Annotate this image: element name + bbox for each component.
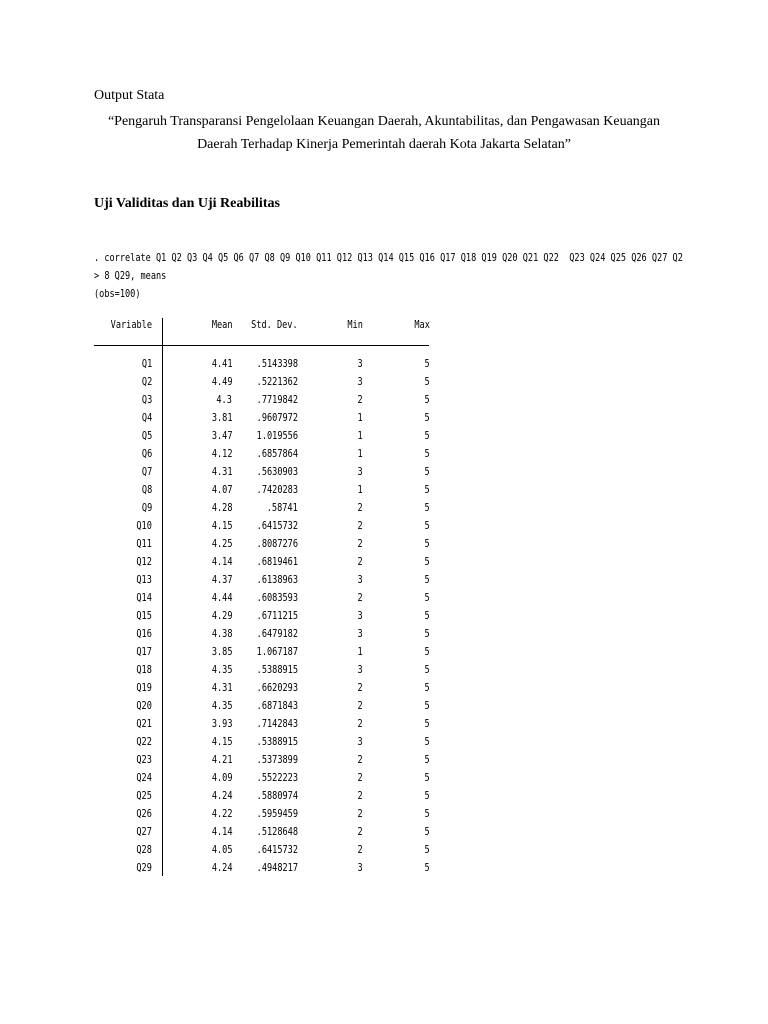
cell-max: 5	[424, 411, 430, 424]
cell-max: 5	[424, 627, 430, 640]
cell-std-dev: .5522223	[256, 771, 298, 784]
table-header-row	[94, 318, 434, 344]
cell-max: 5	[424, 555, 430, 568]
cell-std-dev: .5388915	[256, 735, 298, 748]
cell-variable: Q12	[136, 555, 152, 568]
table-row	[94, 555, 434, 573]
cell-mean: 4.22	[211, 807, 232, 820]
cell-min: 3	[357, 375, 363, 388]
cell-min: 2	[357, 591, 363, 604]
table-row	[94, 591, 434, 609]
cell-min: 2	[357, 789, 363, 802]
cell-mean: 4.29	[211, 609, 232, 622]
cell-max: 5	[424, 429, 430, 442]
cell-max: 5	[424, 483, 430, 496]
cell-mean: 4.3	[216, 393, 232, 406]
cell-std-dev: .6415732	[256, 843, 298, 856]
cell-std-dev: .58741	[266, 501, 298, 514]
cell-mean: 4.07	[211, 483, 232, 496]
document-title-line-2	[0, 137, 768, 153]
table-row	[94, 717, 434, 735]
observation-count: (obs=100)	[94, 287, 141, 300]
cell-max: 5	[424, 501, 430, 514]
cell-mean: 4.41	[211, 357, 232, 370]
cell-max: 5	[424, 861, 430, 874]
cell-min: 2	[357, 519, 363, 532]
cell-max: 5	[424, 537, 430, 550]
cell-min: 3	[357, 663, 363, 676]
cell-min: 2	[357, 717, 363, 730]
table-header-divider	[94, 345, 429, 346]
table-row	[94, 663, 434, 681]
table-row	[94, 537, 434, 555]
cell-min: 1	[357, 483, 363, 496]
cell-std-dev: .4948217	[256, 861, 298, 874]
table-column-divider-header	[162, 318, 163, 346]
cell-mean: 4.49	[211, 375, 232, 388]
cell-std-dev: .6415732	[256, 519, 298, 532]
cell-variable: Q9	[141, 501, 152, 514]
cell-min: 3	[357, 357, 363, 370]
cell-mean: 4.15	[211, 735, 232, 748]
cell-mean: 4.44	[211, 591, 232, 604]
cell-mean: 4.12	[211, 447, 232, 460]
table-row	[94, 843, 434, 861]
cell-max: 5	[424, 663, 430, 676]
header-min: Min	[347, 318, 363, 331]
cell-mean: 4.24	[211, 861, 232, 874]
table-row	[94, 645, 434, 663]
cell-max: 5	[424, 465, 430, 478]
cell-std-dev: .6479182	[256, 627, 298, 640]
cell-std-dev: .5143398	[256, 357, 298, 370]
cell-variable: Q6	[141, 447, 152, 460]
table-row	[94, 735, 434, 753]
cell-variable: Q22	[136, 735, 152, 748]
cell-max: 5	[424, 447, 430, 460]
cell-std-dev: .6711215	[256, 609, 298, 622]
cell-mean: 4.24	[211, 789, 232, 802]
cell-std-dev: 1.019556	[256, 429, 298, 442]
cell-mean: 4.15	[211, 519, 232, 532]
cell-min: 2	[357, 771, 363, 784]
cell-std-dev: .7420283	[256, 483, 298, 496]
cell-variable: Q13	[136, 573, 152, 586]
cell-variable: Q1	[141, 357, 152, 370]
cell-std-dev: .5128648	[256, 825, 298, 838]
table-row	[94, 825, 434, 843]
cell-std-dev: .6620293	[256, 681, 298, 694]
cell-variable: Q7	[141, 465, 152, 478]
cell-min: 3	[357, 465, 363, 478]
cell-mean: 4.05	[211, 843, 232, 856]
cell-mean: 3.85	[211, 645, 232, 658]
document-title-line-1	[0, 114, 768, 130]
header-std-dev: Std. Dev.	[251, 318, 298, 331]
cell-variable: Q15	[136, 609, 152, 622]
table-row	[94, 429, 434, 447]
table-row	[94, 699, 434, 717]
table-row	[94, 771, 434, 789]
cell-mean: 4.31	[211, 681, 232, 694]
cell-min: 3	[357, 861, 363, 874]
table-row	[94, 357, 434, 375]
cell-mean: 4.38	[211, 627, 232, 640]
cell-min: 2	[357, 753, 363, 766]
cell-variable: Q5	[141, 429, 152, 442]
cell-std-dev: .6871843	[256, 699, 298, 712]
cell-min: 1	[357, 411, 363, 424]
table-row	[94, 465, 434, 483]
cell-min: 1	[357, 429, 363, 442]
cell-std-dev: .6083593	[256, 591, 298, 604]
section-heading: Uji Validitas dan Uji Reabilitas	[94, 196, 280, 211]
stata-command-line-2: > 8 Q29, means	[94, 269, 167, 282]
cell-variable: Q23	[136, 753, 152, 766]
cell-mean: 4.37	[211, 573, 232, 586]
cell-max: 5	[424, 753, 430, 766]
cell-mean: 4.14	[211, 555, 232, 568]
cell-max: 5	[424, 357, 430, 370]
cell-std-dev: .7719842	[256, 393, 298, 406]
header-variable: Variable	[110, 318, 152, 331]
cell-max: 5	[424, 393, 430, 406]
cell-min: 2	[357, 699, 363, 712]
cell-min: 2	[357, 807, 363, 820]
header-max: Max	[414, 318, 430, 331]
summary-table-body	[94, 357, 434, 879]
table-row	[94, 573, 434, 591]
cell-max: 5	[424, 645, 430, 658]
cell-std-dev: .5373899	[256, 753, 298, 766]
cell-std-dev: .8087276	[256, 537, 298, 550]
cell-min: 2	[357, 537, 363, 550]
cell-variable: Q10	[136, 519, 152, 532]
table-row	[94, 519, 434, 537]
cell-mean: 3.47	[211, 429, 232, 442]
table-row	[94, 609, 434, 627]
document-title-line-2-text: Daerah Terhadap Kinerja Pemerintah daerah Kota Jakarta Selatan”	[197, 137, 571, 152]
cell-variable: Q14	[136, 591, 152, 604]
cell-max: 5	[424, 375, 430, 388]
cell-min: 1	[357, 447, 363, 460]
cell-mean: 4.09	[211, 771, 232, 784]
cell-variable: Q18	[136, 663, 152, 676]
cell-max: 5	[424, 807, 430, 820]
cell-min: 1	[357, 645, 363, 658]
table-row	[94, 393, 434, 411]
cell-variable: Q8	[141, 483, 152, 496]
cell-variable: Q29	[136, 861, 152, 874]
cell-std-dev: .7142843	[256, 717, 298, 730]
cell-mean: 3.93	[211, 717, 232, 730]
document-title-line-1-text: “Pengaruh Transparansi Pengelolaan Keuangan Daerah, Akuntabilitas, dan Pengawasan Keuangan	[107, 114, 661, 129]
cell-mean: 4.25	[211, 537, 232, 550]
cell-variable: Q21	[136, 717, 152, 730]
cell-std-dev: 1.067187	[256, 645, 298, 658]
cell-std-dev: .5880974	[256, 789, 298, 802]
stata-command-line-1: . correlate Q1 Q2 Q3 Q4 Q5 Q6 Q7 Q8 Q9 Q10 Q11 Q12 Q13 Q14 Q15 Q16 Q17 Q18 Q19 Q20 Q21 Q22 Q23 Q24 Q25 Q26 Q27 Q2	[94, 251, 683, 264]
cell-max: 5	[424, 573, 430, 586]
cell-min: 2	[357, 555, 363, 568]
cell-max: 5	[424, 825, 430, 838]
cell-max: 5	[424, 699, 430, 712]
cell-min: 3	[357, 627, 363, 640]
cell-std-dev: .6819461	[256, 555, 298, 568]
cell-max: 5	[424, 681, 430, 694]
cell-variable: Q16	[136, 627, 152, 640]
cell-mean: 4.14	[211, 825, 232, 838]
table-row	[94, 411, 434, 429]
cell-std-dev: .6138963	[256, 573, 298, 586]
document-label: Output Stata	[94, 88, 165, 103]
cell-mean: 4.21	[211, 753, 232, 766]
header-mean: Mean	[211, 318, 232, 331]
cell-variable: Q17	[136, 645, 152, 658]
cell-min: 2	[357, 843, 363, 856]
cell-std-dev: .9607972	[256, 411, 298, 424]
cell-max: 5	[424, 843, 430, 856]
cell-max: 5	[424, 519, 430, 532]
cell-variable: Q27	[136, 825, 152, 838]
table-row	[94, 753, 434, 771]
cell-std-dev: .6857864	[256, 447, 298, 460]
cell-min: 2	[357, 825, 363, 838]
cell-mean: 4.31	[211, 465, 232, 478]
cell-variable: Q25	[136, 789, 152, 802]
table-row	[94, 375, 434, 393]
cell-variable: Q3	[141, 393, 152, 406]
table-row	[94, 681, 434, 699]
cell-max: 5	[424, 717, 430, 730]
cell-mean: 3.81	[211, 411, 232, 424]
cell-min: 2	[357, 393, 363, 406]
cell-max: 5	[424, 609, 430, 622]
cell-std-dev: .5959459	[256, 807, 298, 820]
table-row	[94, 483, 434, 501]
cell-max: 5	[424, 771, 430, 784]
cell-variable: Q20	[136, 699, 152, 712]
cell-std-dev: .5630903	[256, 465, 298, 478]
cell-variable: Q11	[136, 537, 152, 550]
summary-table-header	[94, 318, 434, 344]
cell-min: 2	[357, 681, 363, 694]
cell-variable: Q28	[136, 843, 152, 856]
cell-variable: Q19	[136, 681, 152, 694]
table-row	[94, 807, 434, 825]
cell-max: 5	[424, 789, 430, 802]
table-row	[94, 861, 434, 879]
table-row	[94, 447, 434, 465]
table-row	[94, 789, 434, 807]
cell-min: 3	[357, 609, 363, 622]
cell-std-dev: .5388915	[256, 663, 298, 676]
cell-variable: Q24	[136, 771, 152, 784]
cell-std-dev: .5221362	[256, 375, 298, 388]
cell-min: 3	[357, 573, 363, 586]
table-row	[94, 501, 434, 519]
cell-variable: Q2	[141, 375, 152, 388]
cell-mean: 4.28	[211, 501, 232, 514]
cell-max: 5	[424, 591, 430, 604]
cell-min: 3	[357, 735, 363, 748]
cell-variable: Q4	[141, 411, 152, 424]
cell-max: 5	[424, 735, 430, 748]
cell-mean: 4.35	[211, 663, 232, 676]
cell-mean: 4.35	[211, 699, 232, 712]
cell-min: 2	[357, 501, 363, 514]
cell-variable: Q26	[136, 807, 152, 820]
table-row	[94, 627, 434, 645]
